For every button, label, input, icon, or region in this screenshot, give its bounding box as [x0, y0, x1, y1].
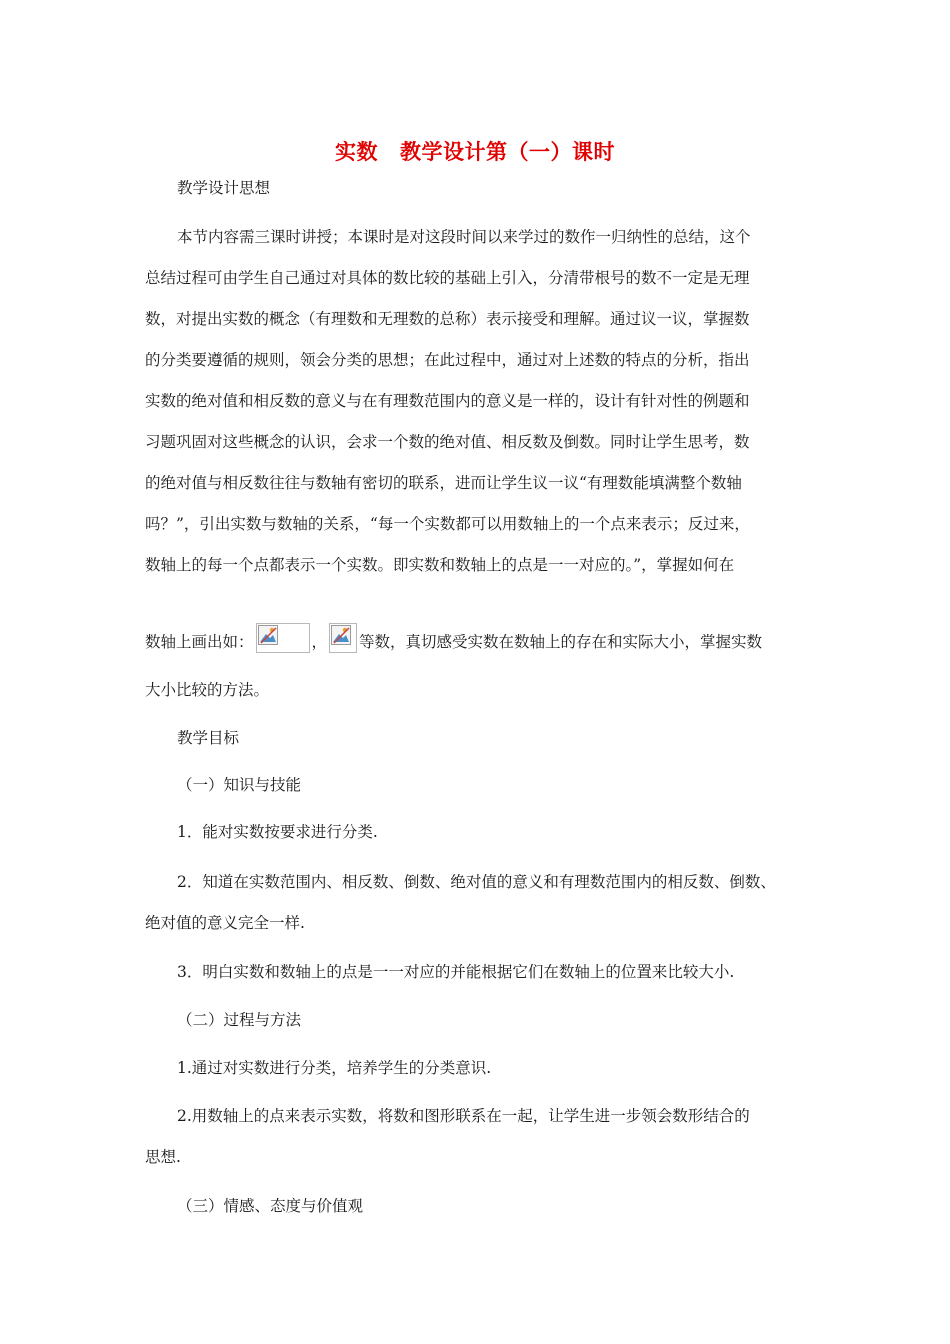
list-item-continuation: 思想.: [145, 1148, 181, 1166]
list-item: 2.用数轴上的点来表示实数，将数和图形联系在一起，让学生进一步领会数形结合的: [177, 1107, 750, 1125]
paragraph-line: 吗？”，引出实数与数轴的关系，“每一个实数都可以用数轴上的一个点来表示；反过来，: [145, 515, 750, 533]
list-item: 3．明白实数和数轴上的点是一一对应的并能根据它们在数轴上的位置来比较大小.: [177, 963, 735, 981]
paragraph-line: 数，对提出实数的概念（有理数和无理数的总称）表示接受和理解。通过议一议，掌握数: [145, 310, 750, 328]
paragraph-line: 数轴上的每一个点都表示一个实数。即实数和数轴上的点是一一对应的。”，掌握如何在: [145, 556, 735, 574]
list-item-continuation: 绝对值的意义完全一样.: [145, 914, 305, 932]
broken-image-icon: [256, 623, 310, 653]
broken-image-icon: [329, 623, 357, 653]
paragraph-line: 实数的绝对值和相反数的意义与在有理数范围内的意义是一样的，设计有针对性的例题和: [145, 392, 750, 410]
axis-line-before: 数轴上画出如：: [145, 633, 254, 651]
paragraph-line: 大小比较的方法。: [145, 681, 270, 699]
subheading-attitude: （三）情感、态度与价值观: [177, 1197, 364, 1215]
paragraph-line: 习题巩固对这些概念的认识，会求一个数的绝对值、相反数及倒数。同时让学生思考，数: [145, 433, 750, 451]
paragraph-line: 的绝对值与相反数往往与数轴有密切的联系，进而让学生议一议“有理数能填满整个数轴: [145, 474, 742, 492]
title-part2: 教学设计第（一）课时: [400, 139, 615, 164]
subheading-knowledge: （一）知识与技能: [177, 776, 302, 794]
list-item: 2．知道在实数范围内、相反数、倒数、绝对值的意义和有理数范围内的相反数、倒数、: [177, 873, 776, 891]
paragraph-line: 本节内容需三课时讲授；本课时是对这段时间以来学过的数作一归纳性的总结，这个: [177, 228, 751, 246]
page-title: [0, 136, 950, 166]
section-heading-goals: 教学目标: [177, 729, 240, 747]
axis-line-comma: ，: [311, 633, 328, 651]
subheading-process: （二）过程与方法: [177, 1011, 302, 1029]
paragraph-line: 的分类要遵循的规则，领会分类的思想；在此过程中，通过对上述数的特点的分析，指出: [145, 351, 750, 369]
list-item: 1.通过对实数进行分类，培养学生的分类意识.: [177, 1059, 492, 1077]
title-part1: 实数: [335, 139, 378, 164]
list-item: 1．能对实数按要求进行分类.: [177, 823, 378, 841]
section-heading-design: 教学设计思想: [177, 179, 271, 197]
paragraph-line: 总结过程可由学生自己通过对具体的数比较的基础上引入，分清带根号的数不一定是无理: [145, 269, 750, 287]
axis-example-line: [145, 623, 805, 653]
axis-line-after: 等数，真切感受实数在数轴上的存在和实际大小，掌握实数: [359, 633, 763, 651]
